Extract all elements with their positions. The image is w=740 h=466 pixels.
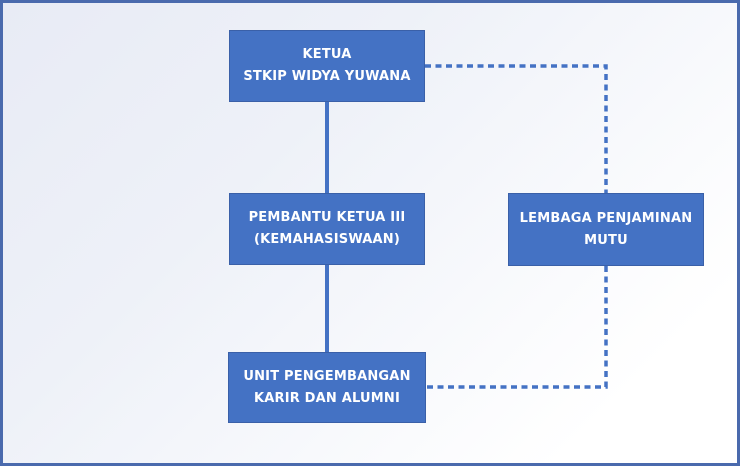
node-label-line: KARIR DAN ALUMNI <box>253 390 401 406</box>
node-label-line: KETUA <box>302 47 352 62</box>
org-node-pembantu-ketua-iii <box>229 193 425 265</box>
connector-lembaga-unit <box>426 266 606 387</box>
org-node-unit-pengembangan-karir <box>228 352 426 423</box>
node-label-line: UNIT PENGEMBANGAN <box>243 368 411 384</box>
node-label-line: (KEMAHASISWAAN) <box>253 232 401 247</box>
node-label-line: STKIP WIDYA YUWANA <box>243 69 411 84</box>
org-node-lembaga-penjaminan-mutu <box>508 193 704 266</box>
node-label-line: LEMBAGA PENJAMINAN <box>519 210 693 226</box>
node-label-line: PEMBANTU KETUA III <box>248 210 406 225</box>
node-label-line: MUTU <box>584 232 628 248</box>
org-node-ketua <box>229 30 425 102</box>
connector-ketua-lembaga <box>425 66 606 193</box>
